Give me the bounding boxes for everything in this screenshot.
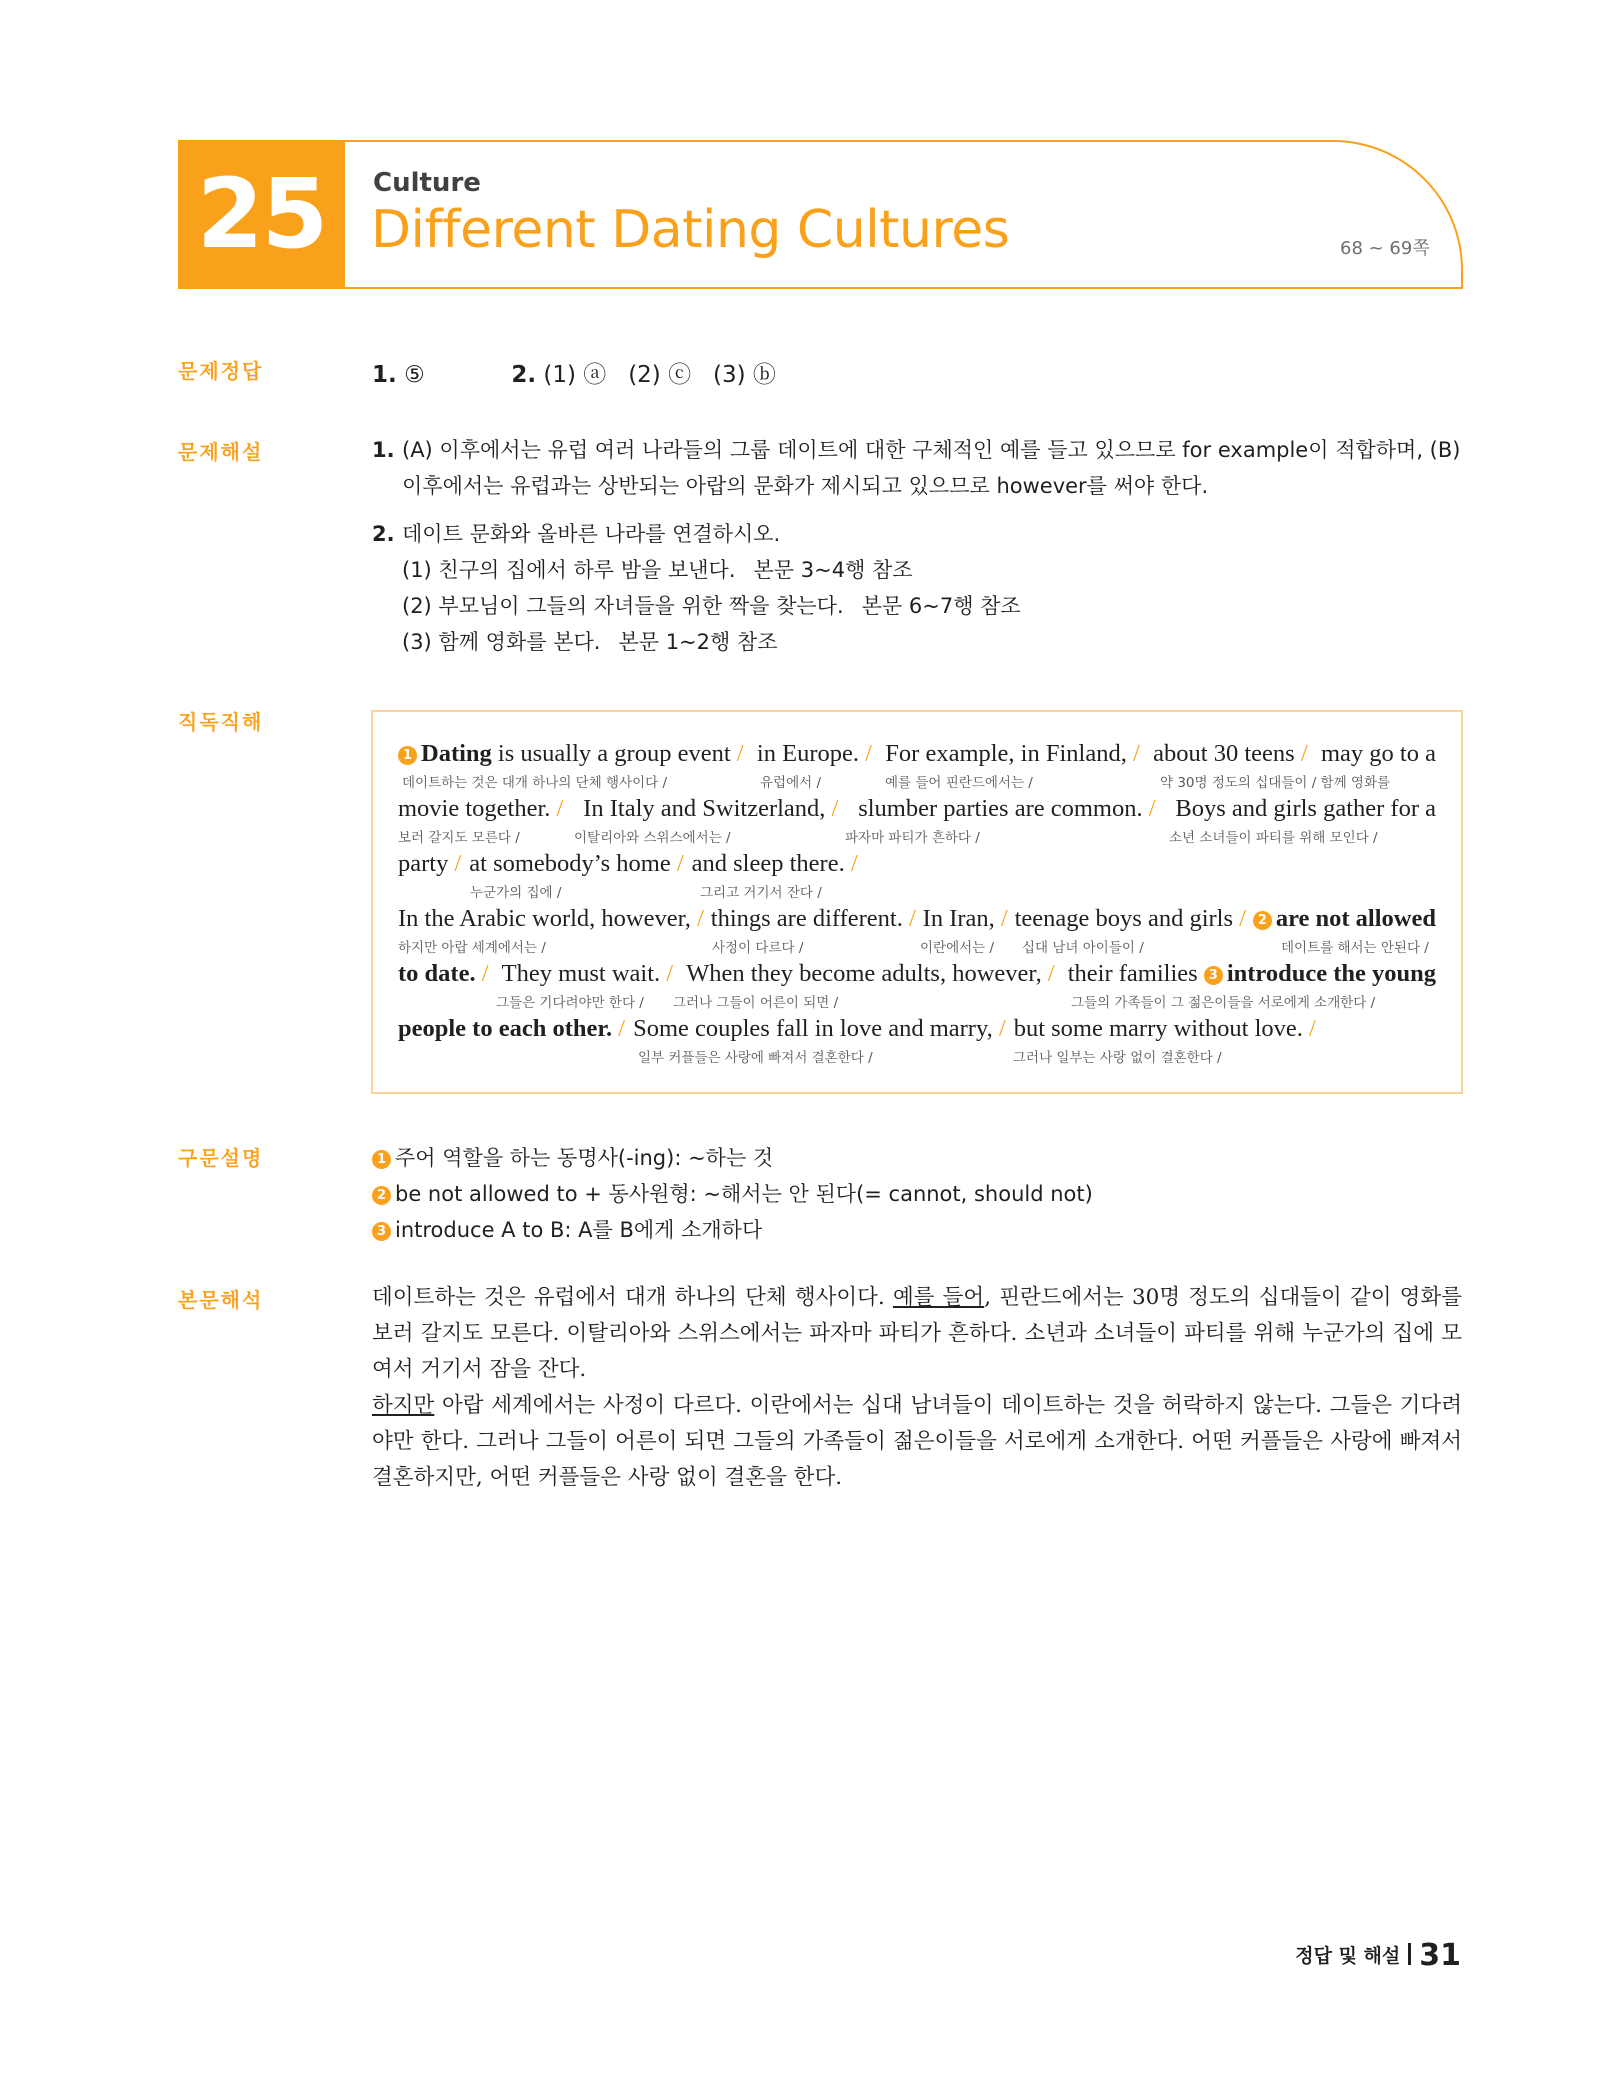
translation-underlined: 예를 들어 — [892, 1285, 985, 1310]
structure-item-text: be not allowed to + 동사원형: ~해서는 안 된다(= cannot, should not) — [395, 1182, 1093, 1206]
reading-text: In the Arabic world, however, — [398, 905, 691, 932]
explanation-item-1-text: (1) 친구의 집에서 하루 밤을 보낸다. — [402, 558, 736, 582]
answer-1-number: 1. — [372, 362, 397, 388]
translation-block — [372, 1280, 1462, 1496]
explanation-item-1-ref: 본문 3~4행 참조 — [753, 558, 913, 582]
explanation-2-number: 2. — [372, 522, 395, 546]
reading-text: are not allowed — [1275, 905, 1436, 932]
reading-text: Dating — [421, 740, 492, 767]
reading-line-1: 1 Dating is usually a group event / in Europe. / For example, in Finland, / about 30 teens / may go to a 데이트하는 것은 대개 하나의 단체 행사이다 / 유럽에서 / 예를 들어 핀란드에서는 / 약 30명 정도의 십대들이 / 함께 영화를 — [398, 740, 1436, 796]
reading-gloss: 십대 남녀 아이들이 / — [1022, 940, 1144, 956]
section-label-reading: 직독직해 — [178, 710, 264, 734]
reading-gloss: 파자마 파티가 흔하다 / — [845, 830, 980, 846]
explanation-item-1 — [372, 552, 1462, 588]
explanation-item-3-text: (3) 함께 영화를 본다. — [402, 630, 601, 654]
structure-item-1 — [372, 1140, 1093, 1176]
reading-text: teenage boys and girls — [1014, 905, 1234, 932]
explanation-1-text: (A) 이후에서는 유럽 여러 나라들의 그룹 데이트에 대한 구체적인 예를 들고 있으므로 for example이 적합하며, (B) 이후에서는 유럽과는 상반되는 아랍의 문화가 제시되고 있으므로 however를 써야 한다. — [402, 438, 1461, 498]
translation-paragraph-2 — [372, 1388, 1462, 1496]
reading-text: For example, in Finland, — [885, 740, 1127, 767]
reading-text: slumber parties are common. — [858, 795, 1143, 822]
reading-text: In Italy and Switzerland, — [583, 795, 826, 822]
reading-line-4: In the Arabic world, however, / things are different. / In Iran, / teenage boys and girls / 2 are not allowed 하지만 아랍 세계에서는 / 사정이 다르다 / 이란에서는 / 십대 남녀 아이들이 / 데이트를 해서는 안된다 / — [398, 905, 1436, 956]
marker-2-icon: 2 — [372, 1186, 391, 1205]
page-footer — [1295, 1938, 1461, 1973]
translation-text: 데이트하는 것은 유럽에서 대개 하나의 단체 행사이다. — [372, 1285, 893, 1310]
structure-item-2 — [372, 1176, 1093, 1212]
reading-line-3: party / at somebody’s home / and sleep there. / 누군가의 집에 / 그리고 거기서 잔다 / — [398, 850, 858, 901]
reading-gloss: 사정이 다르다 / — [712, 940, 804, 956]
reading-gloss: 누군가의 집에 / — [470, 885, 562, 901]
marker-2-icon: 2 — [1253, 911, 1272, 930]
reading-text: introduce the young — [1226, 960, 1436, 987]
reading-gloss: 데이트를 해서는 안된다 / — [1281, 940, 1429, 956]
reading-text: people to each other. — [398, 1015, 613, 1042]
reading-gloss: 보러 갈지도 모른다 / — [398, 830, 520, 846]
structure-notes — [372, 1140, 1093, 1248]
answer-2-value: (1) ⓐ (2) ⓒ (3) ⓑ — [543, 362, 776, 388]
section-label-explanation: 문제해설 — [178, 440, 264, 464]
reading-gloss: 그러나 그들이 어른이 되면 / — [673, 995, 839, 1011]
section-label-translation: 본문해석 — [178, 1288, 264, 1312]
category-label: Culture — [373, 168, 481, 198]
reading-text: is usually a group event — [491, 740, 731, 767]
footer-divider — [1408, 1943, 1411, 1965]
reading-text: to date. — [398, 960, 476, 987]
translation-underlined: 하지만 — [372, 1393, 435, 1418]
reading-gloss: 하지만 아랍 세계에서는 / — [398, 940, 546, 956]
reading-line-5: to date. / They must wait. / When they become adults, however, / their families 3 introduce the young 그들은 기다려야만 한다 / 그러나 그들이 어른이 되면 / 그들의 가족들이 그 젊은이들을 서로에게 소개한다 / — [398, 960, 1436, 1011]
reading-text: movie together. — [398, 795, 551, 822]
structure-item-text: introduce A to B: A를 B에게 소개하다 — [395, 1218, 763, 1242]
reading-text: at somebody’s home — [469, 850, 671, 877]
answers-row — [372, 356, 776, 389]
section-label-answers: 문제정답 — [178, 359, 264, 383]
answer-1-value: ⑤ — [404, 362, 425, 388]
page-number: 31 — [1419, 1938, 1461, 1973]
reading-gloss: 데이트하는 것은 대개 하나의 단체 행사이다 / — [402, 775, 668, 791]
structure-item-3 — [372, 1212, 1093, 1248]
reading-line-6: people to each other. / Some couples fall in love and marry, / but some marry without love. / 일부 커플들은 사랑에 빠져서 결혼한다 / 그러나 일부는 사랑 없이 결혼한다 / — [398, 1015, 1316, 1066]
section-label-structure: 구문설명 — [178, 1146, 264, 1170]
reading-text: their families — [1067, 960, 1198, 987]
reading-gloss: 소년 소녀들이 파티를 위해 모인다 / — [1169, 830, 1378, 846]
reading-line-2: movie together. / In Italy and Switzerland, / slumber parties are common. / Boys and girls gather for a 보러 갈지도 모른다 / 이탈리아와 스위스에서는 / 파자마 파티가 흔하다 / 소년 소녀들이 파티를 위해 모인다 / — [398, 795, 1436, 846]
explanation-item-2-ref: 본문 6~7행 참조 — [861, 594, 1021, 618]
reading-gloss: 예를 들어 핀란드에서는 / — [885, 775, 1033, 791]
reading-gloss: 그러나 일부는 사랑 없이 결혼한다 / — [1013, 1050, 1222, 1066]
reading-text: things are different. — [710, 905, 903, 932]
translation-text: , 핀란드에서는 30명 정도의 십대들이 같이 영화를 보러 갈지도 모른다. 이탈리아와 스위스에서는 파자마 파티가 흔하다. 소년과 소녀들이 파티를 위해 누군가의 집에 모여서 거기서 잠을 잔다. — [372, 1285, 1462, 1382]
reading-text: Boys and girls gather for a — [1175, 795, 1436, 822]
reading-gloss: 일부 커플들은 사랑에 빠져서 결혼한다 / — [638, 1050, 873, 1066]
reading-gloss: 약 30명 정도의 십대들이 / 함께 영화를 — [1160, 775, 1391, 791]
page-title: Different Dating Cultures — [371, 200, 1010, 260]
translation-text: 아랍 세계에서는 사정이 다르다. 이란에서는 십대 남녀들이 데이트하는 것을 허락하지 않는다. 그들은 기다려야만 한다. 그러나 그들이 어른이 되면 그들의 가족들이 젊은이들을 서로에게 소개한다. 어떤 커플들은 사랑에 빠져서 결혼하지만, 어떤 커플들은 사랑 없이 결혼을 한다. — [372, 1393, 1462, 1490]
reading-text: about 30 teens — [1153, 740, 1295, 767]
reading-text: may go to a — [1320, 740, 1436, 767]
reading-text: When they become adults, however, — [686, 960, 1042, 987]
explanation-item-3 — [372, 624, 1462, 660]
explanation-1 — [372, 432, 1462, 504]
structure-item-text: 주어 역할을 하는 동명사(-ing): ~하는 것 — [395, 1146, 774, 1170]
reading-text: and sleep there. — [691, 850, 845, 877]
reading-text: Some couples fall in love and marry, — [633, 1015, 993, 1042]
reading-gloss: 그리고 거기서 잔다 / — [700, 885, 822, 901]
reading-box — [371, 710, 1463, 1094]
explanation-item-2-text: (2) 부모님이 그들의 자녀들을 위한 짝을 찾는다. — [402, 594, 844, 618]
unit-number: 25 — [196, 158, 327, 270]
reading-gloss: 그들의 가족들이 그 젊은이들을 서로에게 소개한다 / — [1071, 995, 1376, 1011]
explanation-item-2 — [372, 588, 1462, 624]
reading-gloss: 그들은 기다려야만 한다 / — [496, 995, 644, 1011]
marker-3-icon: 3 — [372, 1222, 391, 1241]
marker-1-icon: 1 — [372, 1150, 391, 1169]
explanation-1-number: 1. — [372, 438, 395, 462]
reading-text: but some marry without love. — [1013, 1015, 1303, 1042]
answer-2-number: 2. — [511, 362, 537, 388]
reading-text: party — [398, 850, 449, 877]
marker-1-icon: 1 — [398, 746, 417, 765]
page-reference: 68 ~ 69쪽 — [1340, 238, 1430, 259]
marker-3-icon: 3 — [1204, 966, 1223, 985]
translation-paragraph-1 — [372, 1280, 1462, 1388]
explanation-item-3-ref: 본문 1~2행 참조 — [618, 630, 778, 654]
reading-text: in Europe. — [756, 740, 859, 767]
explanation-block — [372, 432, 1462, 660]
footer-label: 정답 및 해설 — [1295, 1945, 1401, 1967]
reading-gloss: 유럽에서 / — [760, 775, 822, 791]
explanation-2 — [372, 516, 1462, 552]
reading-text: They must wait. — [501, 960, 661, 987]
explanation-2-title: 데이트 문화와 올바른 나라를 연결하시오. — [402, 522, 781, 546]
reading-text: In Iran, — [922, 905, 995, 932]
reading-gloss: 이란에서는 / — [920, 940, 995, 956]
reading-gloss: 이탈리아와 스위스에서는 / — [574, 830, 731, 846]
